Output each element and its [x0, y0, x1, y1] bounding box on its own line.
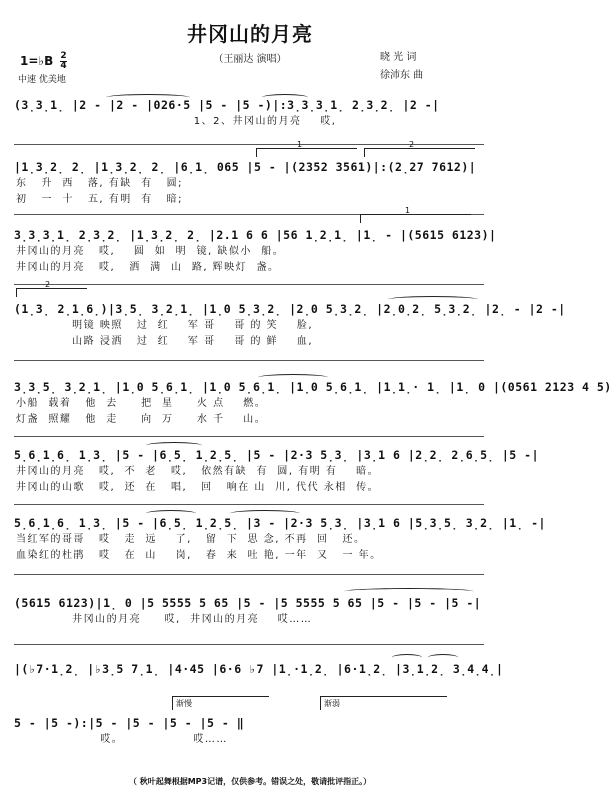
lyric-line: 井冈山的月亮 哎, 井冈山的月亮 哎…… — [16, 614, 313, 625]
system-divider — [14, 574, 484, 575]
tempo-marking: 中速 优美地 — [18, 75, 66, 85]
key-signature — [20, 52, 67, 71]
time-bottom: 4 — [60, 61, 67, 71]
score-system-6 — [14, 446, 539, 496]
lyric-line: 小船 载着 他 去 把 星 火 点 燃。 — [16, 398, 267, 409]
slur-mark — [388, 296, 478, 303]
lyric-line: 灯盏 照耀 他 走 向 万 水 千 山。 — [16, 414, 267, 425]
second-ending-bracket — [16, 280, 87, 297]
lyric-line: 初 一 十 五, 有明 有 暗; — [16, 194, 184, 205]
lyric-line: 血染红的杜鹃 哎 在 山 岗, 春 来 吐 艳, 一年 又 一 年。 — [16, 550, 382, 561]
lyric-line: 井冈山的山歌 哎, 还 在 唱, 回 响在 山 川, 代代 永相 传。 — [16, 482, 380, 493]
slur-mark — [146, 510, 196, 517]
lyric-line: 山路 浸洒 过 红 军 哥 哥 的 鲜 血, — [16, 336, 314, 347]
time-top: 2 — [60, 51, 67, 61]
transcription-footnote: （ 秋叶起舞根据MP3记谱，仅供参考。错误之处，敬请批评指正。） — [128, 777, 372, 786]
slur-mark — [146, 442, 202, 449]
notation-line: 5̣6̣1̣6̣ 1̣3̣ |5 - |6̣5̣ 1̣2̣5̣ |3 - |2·3 5̣3̣ |3̣1 6 |5̣3̣5̣ 3̣2̣ |1̣ -| — [14, 516, 546, 530]
system-divider — [14, 284, 484, 285]
key-label: 1=♭B — [20, 54, 54, 68]
slur-mark — [344, 588, 474, 595]
composer-credit: 徐沛东 曲 — [380, 70, 424, 81]
diminuendo-marking: 渐弱 — [320, 696, 447, 710]
system-divider — [14, 436, 484, 437]
score-system-7 — [14, 514, 546, 564]
score-system-1 — [14, 96, 484, 130]
notation-line: (1̣3̣ 2̣1̣6̣)|3̣5̣ 3̣2̣1̣ |1̣0 5̣3̣2̣ |2̣0 5̣3̣2̣ |2̣0̣2̣ 5̣3̣2̣ |2̣ - |2 -| — [14, 302, 566, 316]
slur-mark — [428, 654, 458, 661]
system-divider — [14, 360, 484, 361]
slur-mark — [258, 374, 328, 381]
song-title: 井冈山的月亮 — [187, 22, 313, 46]
time-signature — [60, 52, 66, 71]
score-system-5 — [14, 378, 612, 428]
notation-line: (3̣3̣1̣ |2 - |2 - |026·5 |5 - |5 -)|:3̣3̣3̣1̣ 2̣3̣2̣ |2 -| — [14, 98, 440, 112]
notation-line: |1̣3̣2̣ 2̣ |1̣3̣2̣ 2̣ |6̣1̣ 065 |5 - |(2352 3561)|:(2̣27 7612)| — [14, 160, 477, 174]
score-system-8 — [14, 594, 484, 628]
lyric-line: 井冈山的月亮 哎, 不 老 哎, 依然有缺 有 圆, 有明 有 暗。 — [16, 466, 380, 477]
notation-line: 5̣6̣1̣6̣ 1̣3̣ |5 - |6̣5̣ 1̣2̣5̣ |5 - |2·3 5̣3̣ |3̣1 6 |2̣2̣ 2̣6̣5̣ |5 -| — [14, 448, 539, 462]
system-divider — [14, 504, 484, 505]
volta-number: 1 — [405, 206, 411, 215]
first-ending-bracket — [360, 206, 471, 223]
lyric-line — [14, 678, 484, 694]
lyric-line: 东 升 西 落, 有缺 有 圆; — [16, 178, 184, 189]
second-ending-bracket — [364, 140, 475, 157]
notation-line: 3̣3̣5̣ 3̣2̣1̣ |1̣0 5̣6̣1̣ |1̣0 5̣6̣1̣ |1̣0 5̣6̣1̣ |1̣1̣· 1̣ |1̣ 0 |(0561 2123 4 5) — [14, 380, 612, 394]
lyric-line: 井冈山的月亮 哎, 圆 如 明 镜, 缺似小 船。 — [16, 246, 285, 257]
volta-number: 2 — [409, 140, 415, 149]
score-system-4 — [14, 300, 566, 350]
notation-line: (5615 6123)|1̣ 0 |5 5555 5 65 |5 - |5 5555 5 65 |5 - |5 - |5 -| — [14, 596, 482, 610]
lyric-line: 井冈山的月亮 哎, 洒 满 山 路, 辉映灯 盏。 — [16, 262, 280, 273]
performer-note: （王丽达 演唱） — [213, 54, 287, 65]
lyric-line: 1、2、井冈山的月亮 哎, — [16, 116, 337, 127]
notation-line: |(♭7·1̣2̣ |♭3̣5 7̣1̣ |4·45 |6·6 ♭7 |1̣·1̣2̣ |6·1̣2̣ |3̣1̣2̣ 3̣4̣4̣| — [14, 662, 504, 676]
lyric-line: 哎。 哎…… — [16, 734, 228, 745]
ritardando-marking: 渐慢 — [172, 696, 269, 710]
notation-line: 5 - |5 -):|5 - |5 - |5 - |5 - ‖ — [14, 716, 245, 730]
volta-number: 2 — [45, 280, 51, 289]
first-ending-bracket — [256, 140, 357, 157]
lyric-line: 当红军的哥哥 哎 走 远 了, 留 下 思 念, 不再 回 还。 — [16, 534, 366, 545]
volta-number: 1 — [297, 140, 303, 149]
slur-mark — [392, 654, 422, 661]
slur-mark — [262, 94, 308, 101]
notation-line: 3̣3̣3̣1̣ 2̣3̣2̣ |1̣3̣2̣ 2̣ |2.1 6 6 |56 1̣2̣1̣ |1̣ - |(5615 6123)| — [14, 228, 497, 242]
slur-mark — [230, 510, 300, 517]
slur-mark — [106, 94, 190, 101]
score-system-2 — [14, 158, 484, 208]
score-system-3 — [14, 226, 497, 276]
score-system-9 — [14, 660, 504, 694]
lyric-line: 明镜 映照 过 红 军 哥 哥 的 笑 脸, — [16, 320, 314, 331]
score-system-10 — [14, 714, 484, 748]
lyricist-credit: 晓 光 词 — [380, 52, 417, 63]
system-divider — [14, 644, 484, 645]
